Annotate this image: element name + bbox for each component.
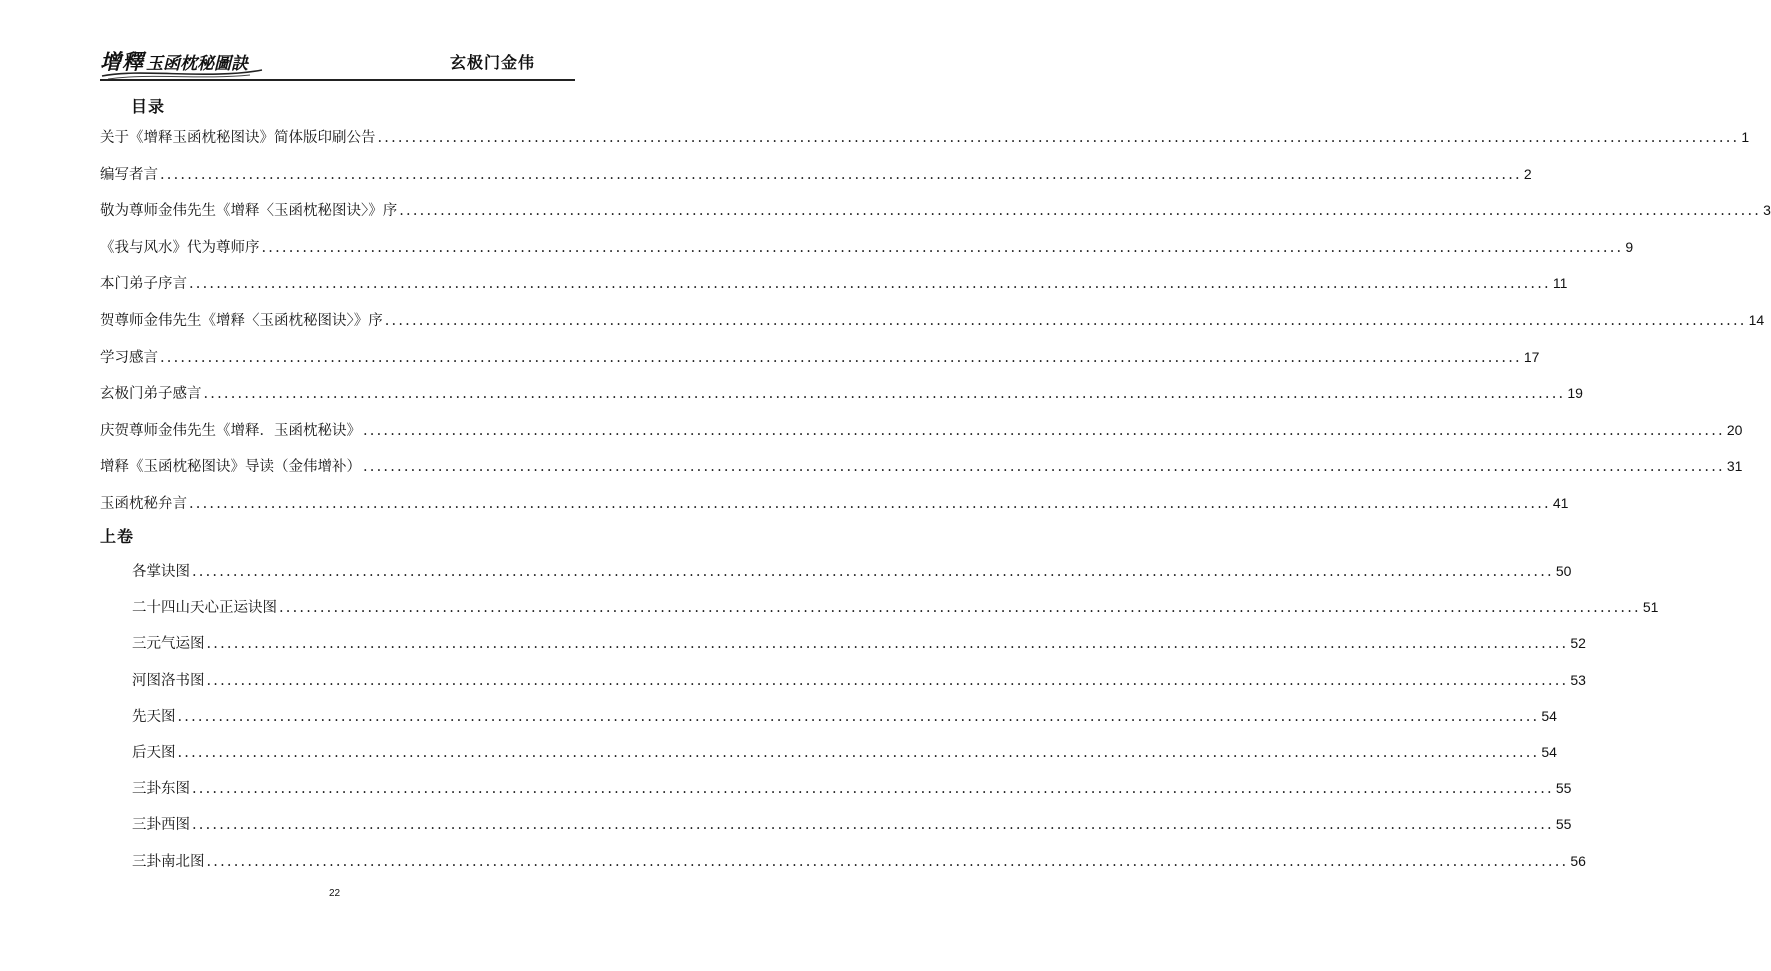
toc-leader-dots: ........................................................................................................................................................................................................ bbox=[160, 349, 1522, 366]
toc-leader-dots: ........................................................................................................................................................................................................ bbox=[203, 386, 1566, 403]
toc-entry-title: 学习感言 bbox=[100, 349, 158, 366]
toc-entry[interactable] bbox=[100, 126, 1750, 147]
toc-entry[interactable] bbox=[100, 163, 1532, 184]
toc-entry[interactable] bbox=[100, 492, 1569, 513]
toc-entry[interactable] bbox=[100, 272, 1568, 293]
toc-leader-dots: ........................................................................................................................................................................................................ bbox=[377, 130, 1740, 146]
toc-entry-page: 55 bbox=[1555, 816, 1572, 833]
toc-entry-page: 1 bbox=[1741, 129, 1750, 145]
toc-entry-title: 庆贺尊师金伟先生《增释．玉函枕秘诀》 bbox=[100, 422, 361, 439]
toc-entry-title: 三元气运图 bbox=[132, 636, 205, 653]
toc-leader-dots: ........................................................................................................................................................................................................ bbox=[363, 459, 1725, 476]
toc-entry-page: 54 bbox=[1541, 707, 1557, 724]
toc-leader-dots: ........................................................................................................................................................................................................ bbox=[189, 496, 1551, 512]
toc-entry-title: 敬为尊师金伟先生《增释〈玉函枕秘图诀〉》序 bbox=[100, 203, 398, 220]
toc-leader-dots: ........................................................................................................................................................................................................ bbox=[384, 313, 1747, 329]
toc-entry[interactable] bbox=[100, 309, 1765, 330]
toc-entry[interactable] bbox=[132, 741, 1557, 762]
toc-entry-page: 14 bbox=[1748, 312, 1765, 328]
toc-entry-page: 51 bbox=[1642, 599, 1659, 616]
toc-leader-dots: ........................................................................................................................................................................................................ bbox=[177, 745, 1540, 761]
toc-title: 目录 bbox=[131, 97, 166, 116]
toc-entry[interactable] bbox=[132, 705, 1557, 726]
toc-leader-dots: ........................................................................................................................................................................................................ bbox=[192, 564, 1554, 580]
toc-entry-page: 56 bbox=[1570, 852, 1586, 869]
toc-entry-page: 9 bbox=[1625, 238, 1634, 255]
toc-entry-page: 53 bbox=[1570, 671, 1586, 688]
toc-entry[interactable] bbox=[132, 850, 1586, 871]
logo-text-primary: 增釋 bbox=[100, 50, 144, 74]
toc-entry-title: 关于《增释玉函枕秘图诀》简体版印刷公告 bbox=[100, 130, 376, 146]
toc-entry-title: 编写者言 bbox=[100, 166, 158, 183]
toc-entry-page: 55 bbox=[1555, 780, 1572, 797]
toc-entry[interactable] bbox=[132, 596, 1659, 617]
toc-entry-page: 11 bbox=[1552, 275, 1568, 292]
toc-entry-title: 《我与风水》代为尊师序 bbox=[100, 239, 260, 256]
toc-leader-dots: ........................................................................................................................................................................................................ bbox=[399, 203, 1762, 220]
toc-entry-title: 三卦南北图 bbox=[132, 853, 205, 870]
toc-leader-dots: ........................................................................................................................................................................................................ bbox=[363, 422, 1725, 439]
toc-leader-dots: ........................................................................................................................................................................................................ bbox=[206, 853, 1569, 870]
toc-entry-page: 17 bbox=[1523, 348, 1540, 365]
toc-leader-dots: ........................................................................................................................................................................................................ bbox=[279, 600, 1641, 617]
toc-entry[interactable] bbox=[132, 632, 1586, 653]
toc-entry-page: 2 bbox=[1523, 165, 1532, 182]
toc-leader-dots: ........................................................................................................................................................................................................ bbox=[206, 672, 1569, 689]
toc-entry[interactable] bbox=[132, 813, 1572, 834]
toc-leader-dots: ........................................................................................................................................................................................................ bbox=[261, 239, 1624, 256]
toc-leader-dots: ........................................................................................................................................................................................................ bbox=[160, 166, 1522, 183]
header-divider bbox=[100, 79, 575, 81]
toc-entry-page: 19 bbox=[1567, 385, 1583, 402]
toc-entry-title: 二十四山天心正运诀图 bbox=[132, 600, 277, 617]
toc-leader-dots: ........................................................................................................................................................................................................ bbox=[189, 276, 1551, 293]
toc-entry-title: 本门弟子序言 bbox=[100, 276, 187, 293]
logo-text-secondary: 玉函枕秘圖訣 bbox=[146, 54, 248, 74]
toc-leader-dots: ........................................................................................................................................................................................................ bbox=[192, 817, 1554, 834]
toc-entry[interactable] bbox=[100, 346, 1540, 367]
toc-entry[interactable] bbox=[132, 560, 1572, 581]
toc-entry-title: 贺尊师金伟先生《增释〈玉函枕秘图诀〉》序 bbox=[100, 313, 383, 329]
toc-entry[interactable] bbox=[100, 236, 1634, 257]
toc-entry-title: 河图洛书图 bbox=[132, 672, 205, 689]
page-number: 22 bbox=[328, 888, 341, 899]
toc-entry-page: 50 bbox=[1555, 563, 1572, 579]
logo-swoosh-icon bbox=[100, 66, 265, 80]
toc-entry-title: 先天图 bbox=[132, 708, 176, 725]
toc-entry[interactable] bbox=[100, 455, 1743, 476]
toc-entry-title: 增释《玉函枕秘图诀》导读（金伟增补） bbox=[100, 459, 361, 476]
toc-entry-title: 各掌诀图 bbox=[132, 564, 190, 580]
toc-entry-page: 54 bbox=[1541, 744, 1557, 760]
toc-leader-dots: ........................................................................................................................................................................................................ bbox=[177, 708, 1540, 725]
toc-entry-title: 玉函枕秘弁言 bbox=[100, 496, 187, 512]
toc-leader-dots: ........................................................................................................................................................................................................ bbox=[206, 636, 1569, 653]
page-header bbox=[100, 40, 575, 80]
toc-entry-page: 41 bbox=[1552, 495, 1569, 511]
toc-entry[interactable] bbox=[100, 382, 1583, 403]
toc-entry-title: 三卦西图 bbox=[132, 817, 190, 834]
toc-entry[interactable] bbox=[100, 419, 1743, 440]
toc-entry[interactable] bbox=[132, 669, 1586, 690]
toc-entry-page: 52 bbox=[1570, 635, 1586, 652]
toc-entry-title: 三卦东图 bbox=[132, 781, 190, 798]
toc-entry-page: 20 bbox=[1726, 421, 1743, 438]
toc-entry-page: 3 bbox=[1763, 202, 1771, 219]
toc-entry[interactable] bbox=[132, 777, 1572, 798]
author-name: 玄极门金伟 bbox=[449, 53, 535, 72]
toc-entry[interactable] bbox=[100, 199, 1771, 220]
section-title: 上卷 bbox=[100, 527, 135, 546]
toc-entry-title: 后天图 bbox=[132, 745, 176, 761]
toc-leader-dots: ........................................................................................................................................................................................................ bbox=[192, 781, 1554, 798]
toc-entry-page: 31 bbox=[1726, 458, 1743, 475]
toc-entry-title: 玄极门弟子感言 bbox=[100, 386, 202, 403]
